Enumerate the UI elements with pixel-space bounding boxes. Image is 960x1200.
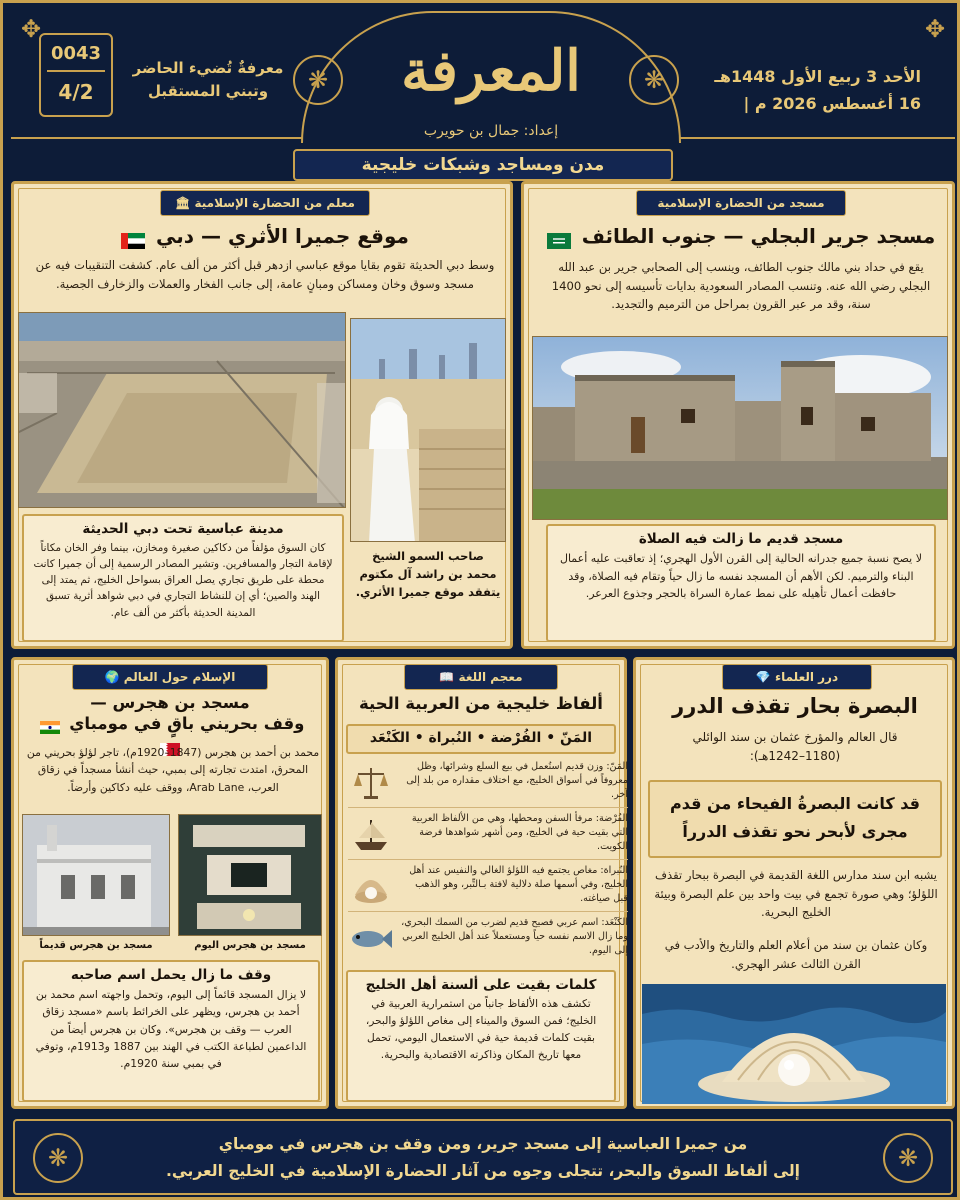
jumeirah-info-box	[22, 514, 344, 642]
masthead-header	[11, 9, 955, 145]
jarir-mosque-photo	[532, 336, 948, 520]
jarir-text: يقع في حداد بني مالك جنوب الطائف، وينسب إلى الصحابي جرير بن عبد الله البجلي رضي الله عنه. وتنسب المصادر السعودية بدايات تأسيسه إلى نحو 1400 سنة، وقد مر عبر القرون بمراحل من الترميم والتجديد.	[551, 260, 931, 312]
mumbai-info-box	[22, 960, 320, 1102]
lexicon-entry	[348, 810, 628, 860]
entry-text: الفُرْضة: مرفأ السفن ومحطها، وهي من الألفاظ العربية التي بقيت حية في الخليج، ومن أشهر شواهدها فرضة الكويت.	[411, 813, 628, 852]
old-mosque-photo	[22, 814, 170, 936]
jumeirah-text: وسط دبي الحديثة تقوم بقايا موقع عباسي ازدهر قبل أكثر من ألف عام. كشفت التنقيبات فيه عن مسجد وسوق وخان ومساكن ومبانٍ عامة، إلى جانب الفخار والعملات والزخارف الجصية.	[35, 258, 495, 291]
dhow-ship-icon	[348, 814, 394, 856]
uae-flag-icon	[121, 230, 145, 246]
panel-tag: معلم من الحضارة الإسلامية 🏛	[160, 190, 370, 216]
caption-line: صاحب السمو الشيخ	[372, 549, 484, 563]
issue-number: 0043	[47, 35, 105, 72]
box-title: وقف ما زال يحمل اسم صاحبه	[70, 967, 272, 983]
rosette-icon: ❋	[293, 55, 343, 105]
panel-tag: درر العلماء 💎	[722, 664, 872, 690]
mosque-today-photo	[178, 814, 322, 936]
saudi-flag-icon	[547, 230, 571, 246]
lexicon-panel	[335, 657, 627, 1109]
issue-date	[671, 63, 921, 117]
lexicon-info-box	[346, 970, 616, 1102]
box-title: مدينة عباسية تحت دبي الحديثة	[82, 521, 284, 537]
rosette-icon: ❋	[883, 1133, 933, 1183]
pearl-shell-illustration	[642, 984, 946, 1104]
poem-quote-box	[648, 780, 942, 858]
jumeirah-title	[24, 224, 502, 248]
jarir-title	[534, 224, 944, 248]
motto-line: معرفةٌ تُضيء الحاضر	[132, 59, 284, 77]
title-line: مسجد بن هجرس —	[90, 693, 250, 712]
mumbai-panel	[11, 657, 329, 1109]
lexicon-title: ألفاظ خليجية من العربية الحية	[359, 694, 603, 713]
jumeirah-aerial-photo	[18, 312, 346, 508]
box-title: كلمات بقيت على ألسنة أهل الخليج	[365, 977, 597, 993]
words-banner-text: المَنّ • الفُرْضة • النُبراة • الكَنْعَد	[369, 730, 593, 746]
title-text: مسجد جرير البجلي — جنوب الطائف	[581, 224, 936, 248]
issue-badge	[39, 33, 113, 117]
section-title: مدن ومساجد وشبكات خليجية	[293, 149, 673, 181]
box-text: كان السوق مؤلفاً من دكاكين صغيرة ومخازن، بينما وفر الخان مكاناً لإقامة التجار والمسافرين. وتشير المصادر الرسمية إلى أن جميرا كانت محطة على طريق تجاري يصل العراق بسواحل الخليج، ثم يمتد إلى الهند والصين؛ أي إن للنشاط التجاري في دبي شواهد أثرية تسبق المدينة الحديثة بأكثر من ألف عام.	[33, 542, 333, 619]
caption-line: محمد بن راشد آل مكتوم	[359, 566, 497, 581]
jarir-mosque-panel	[521, 181, 955, 649]
words-banner	[346, 724, 616, 754]
box-text: لا يزال المسجد قائماً إلى اليوم، وتحمل واجهته اسم محمد بن أحمد بن هجرس، ويظهر على الخرائط باسم «مسجد زقاق العرب — وقف بن هجرس». وكان بن هجرس أيضاً من الداعمين لطباعة الكتب في الهند بين 1887 و1913م، وتوفي في بمبي سنة 1920م.	[35, 988, 307, 1071]
header-divider	[11, 137, 303, 139]
basra-text: وكان عثمان بن سند من أعلام العلم والتاريخ والأدب في القرن الثالث عشر الهجري.	[664, 938, 928, 971]
photo-caption	[350, 548, 506, 601]
motto-line: وتبني المستقبل	[147, 82, 269, 101]
footer-text	[105, 1131, 861, 1185]
today-photo-caption: مسجد بن هجرس اليوم	[194, 940, 306, 951]
basra-text: يشبه ابن سند مدارس اللغة القديمة في البصرة ببحار تقذف اللؤلؤ؛ وهي صورة تجمع في بيت واحد بين علم البصرة وبيئة الخليج البحرية.	[654, 868, 938, 920]
panel-tag: معجم اللغة 📖	[404, 664, 558, 690]
jarir-info-box	[546, 524, 936, 642]
fish-icon	[348, 918, 394, 960]
basra-title: البصرة بحار تقذف الدرر	[672, 694, 918, 718]
lexicon-entry	[348, 862, 628, 912]
header-divider	[679, 137, 955, 139]
intro-line: (1180–1242هـ):	[749, 749, 841, 764]
date-gregorian: 16 أغسطس 2026 م |	[743, 94, 921, 114]
quote-line: قد كانت البصرةُ الفيحاء من قدم	[669, 794, 921, 813]
title-text: وقف بحريني باقٍ في مومباي	[69, 714, 305, 734]
box-title: مسجد قديم ما زالت فيه الصلاة	[638, 531, 844, 547]
date-hijri: الأحد 3 ربيع الأول 1448هـ	[714, 67, 921, 86]
box-text: لا يصح نسبة جميع جدرانه الحالية إلى القرن الأول الهجري؛ إذ تعاقبت عليه أعمال البناء والترميم. لكن الأهم أن المسجد نفسه ما زال حياً وتقام فيه الصلاة، وقد حافظت أعمال تأهيله على نمط عمارة السراة بالحجر وجذوع العرعر.	[559, 552, 923, 601]
panel-tag: الإسلام حول العالم 🌍	[72, 664, 268, 690]
rosette-icon: ❋	[629, 55, 679, 105]
box-text: تكشف هذه الألفاظ جانباً من استمرارية العربية في الخليج؛ فمن السوق والميناء إلى مغاص اللؤلؤ والبحر، بقيت كلمات قديمة حية في الاستعمال اليومي، تحمل معها تاريخ المكان وذاكرته الاقتصادية والبحرية.	[365, 998, 597, 1061]
entry-text: النُبراة: مغاص يجتمع فيه اللؤلؤ الغالي والنفيس عند أهل الخليج، وفي أسمها صلة دلالية لافتة بـالتِّبر، وهو الذهب قبل صياغته.	[409, 865, 628, 904]
entry-text: الكَنْعَد: اسم عربي فصيح قديم لضرب من السمك البحري، وما زال الاسم نفسه حياً ومستعملاً عند أهل الخليج العربي إلى اليوم.	[401, 917, 628, 956]
footer-line: إلى ألفاظ السوق والبحر، تتجلى وجوه من آثار الحضارة الإسلامية في الخليج العربي.	[165, 1162, 800, 1181]
lexicon-entry	[348, 758, 628, 808]
corner-ornament-icon: ✥	[20, 15, 42, 43]
entry-text: المَنّ: وزن قديم استُعمل في بيع السلع وشرائها، وظل معروفاً في أسواق الخليج، مع اختلاف مقداره من بلد إلى آخر.	[406, 761, 628, 800]
masthead-title: المعرفة	[401, 38, 581, 104]
intro-line: قال العالم والمؤرخ عثمان بن سند الوائلي	[692, 730, 898, 744]
panel-tag: مسجد من الحضارة الإسلامية	[636, 190, 846, 216]
corner-ornament-icon: ✥	[924, 15, 946, 43]
issue-part: 4/2	[58, 80, 94, 104]
basra-intro	[646, 728, 944, 766]
caption-line: يتفقد موقع جميرا الأثري.	[355, 584, 501, 599]
poem-quote	[654, 790, 936, 846]
footer-banner	[13, 1119, 953, 1195]
old-photo-caption: مسجد بن هجرس قديماً	[39, 940, 153, 951]
rosette-icon: ❋	[33, 1133, 83, 1183]
sheikh-inspection-photo	[350, 318, 506, 542]
prepared-by: إعداد: جمال بن حويرب	[423, 123, 559, 139]
lexicon-entry	[348, 914, 628, 964]
pearl-oyster-icon	[348, 866, 394, 908]
basra-panel	[633, 657, 955, 1109]
balance-scale-icon	[348, 762, 394, 804]
mumbai-text: محمد بن أحمد بن هجرس (1847–1920م)، تاجر لؤلؤ بحريني من المحرق، امتدت تجارته إلى بمبي، حيث أنشأ مسجداً في زقاق العرب، Arab Lane، ووقف عليه دكاكين وأرضاً.	[26, 746, 320, 794]
footer-line: من جميرا العباسية إلى مسجد جرير، ومن وقف بن هجرس في مومباي	[218, 1135, 748, 1153]
motto	[123, 57, 293, 104]
quote-line: مجرى لأبحر نحو تقذف الدرراً	[682, 822, 908, 841]
jumeirah-site-panel	[11, 181, 513, 649]
title-text: موقع جميرا الأثري — دبي	[156, 224, 409, 248]
india-flag-icon	[40, 718, 60, 731]
